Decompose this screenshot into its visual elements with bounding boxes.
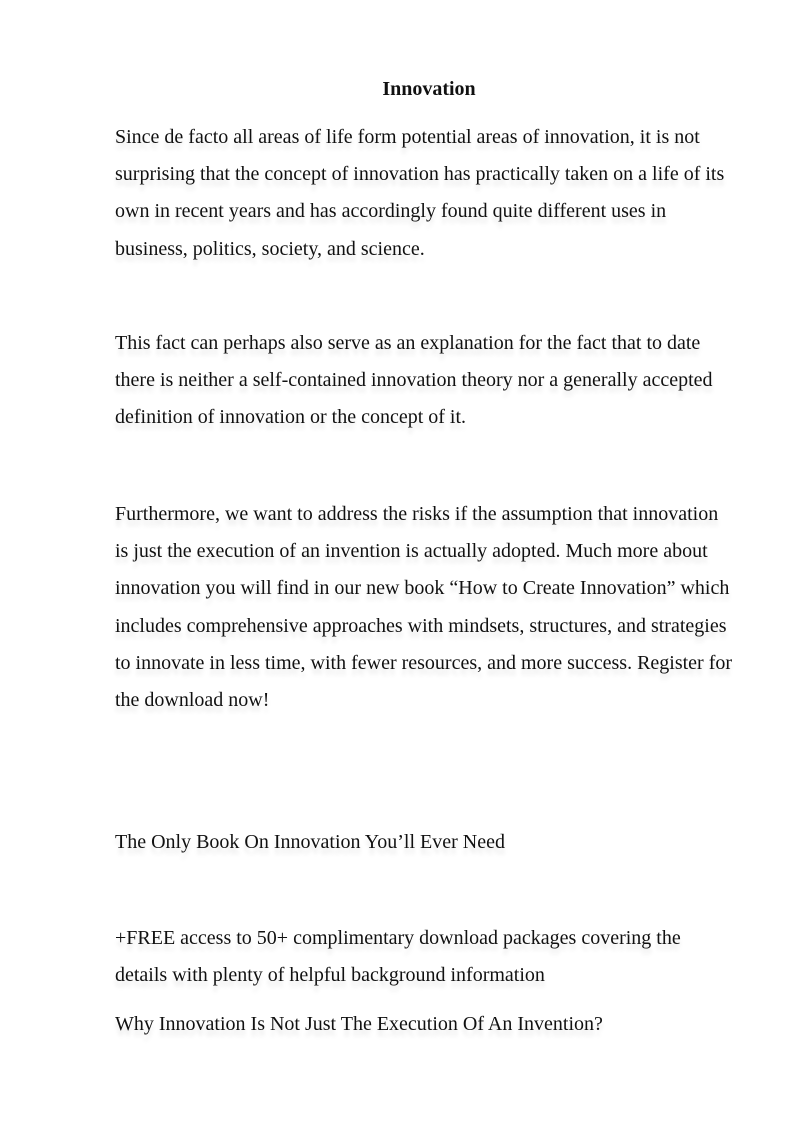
paragraph-risks: Furthermore, we want to address the risks if the assumption that innovation is just the execution of an invention is actually adopted. Much more about innovation you will find in our new book “How to Create Innovation” which includes comprehensive approaches with mindsets, structures, and strategies to innovate in less time, with fewer resources, and more success. Register for the download now! [115,503,733,712]
paragraph-question: Why Innovation Is Not Just The Execution Of An Invention? [115,1013,603,1035]
paragraph-intro: Since de facto all areas of life form potential areas of innovation, it is not surprising that the concept of innovation has practically taken on a life of its own in recent years and has accordingly found quite different uses in business, politics, society, and science. [115,126,725,260]
document-title: Innovation [382,78,476,100]
paragraph-book-heading: The Only Book On Innovation You’ll Ever Need [115,831,505,853]
paragraph-free-access: +FREE access to 50+ complimentary download packages covering the details with plenty of helpful background information [115,927,681,987]
paragraph-explanation: This fact can perhaps also serve as an explanation for the fact that to date there is neither a self-contained innovation theory nor a generally accepted definition of innovation or the concept of it. [115,332,713,429]
